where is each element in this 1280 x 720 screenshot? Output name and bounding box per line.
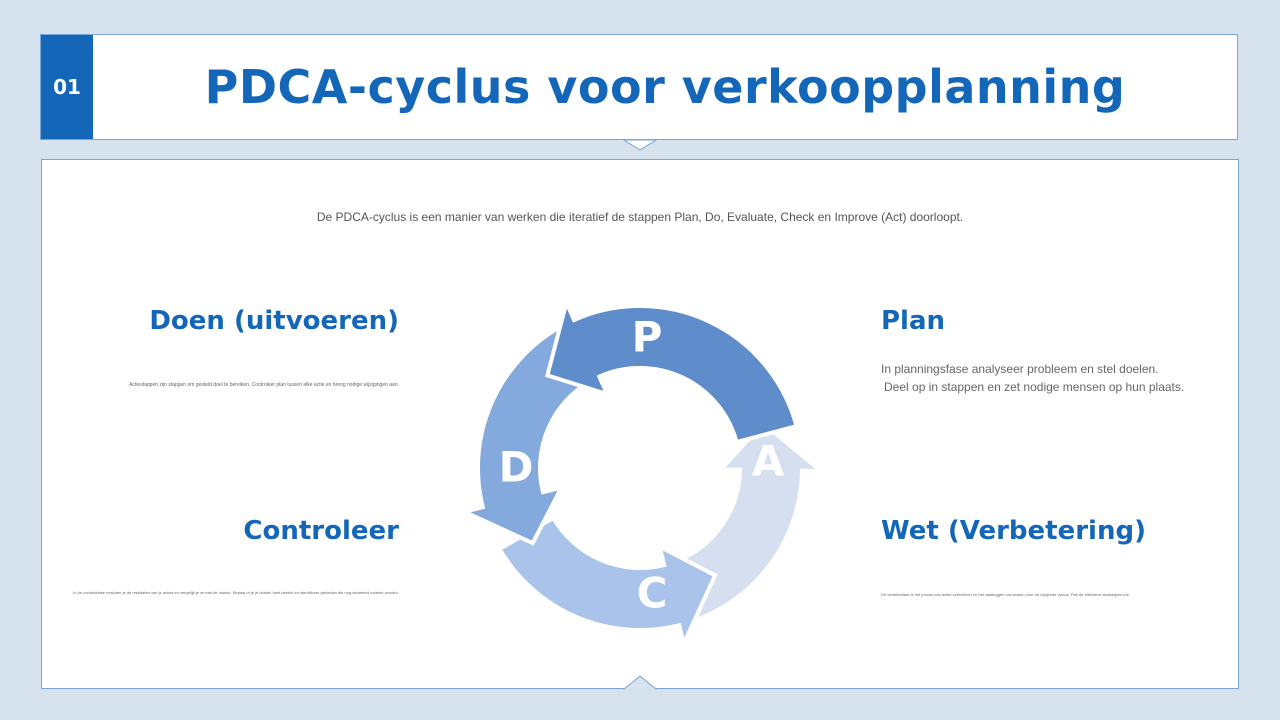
cycle-letter-c: C: [636, 568, 668, 618]
plan-heading: Plan: [881, 306, 946, 336]
do-description: Actiestappen zijn stappen om gesteld doel te bereiken. Controleer plan tussen elke actie en breng nodige wijzigingen aan.: [129, 382, 399, 388]
do-heading: Doen (uitvoeren): [149, 306, 399, 336]
act-heading: Wet (Verbetering): [881, 516, 1146, 546]
plan-description-line2: Deel op in stappen en zet nodige mensen op hun plaats.: [884, 380, 1185, 394]
check-heading: Controleer: [243, 516, 399, 546]
check-description: In de controlefase evalueer je de resultaten van je acties en vergelijk je ze met de doelen. Bepaal of je je doelen hebt bereikt en identificeer gebieden die nog verbeterd moeten worden.: [73, 590, 399, 595]
cycle-arrow-p: [547, 303, 796, 442]
cycle-letter-p: P: [631, 312, 663, 362]
intro-text: De PDCA-cyclus is een manier van werken die iteratief de stappen Plan, Do, Evaluate, Check en Improve (Act) doorloopt.: [316, 210, 964, 224]
slide-number: 01: [41, 35, 93, 139]
act-description: De verbeterfase is het proces van actief verbeteren en het vastleggen van lessen voor de volgende cyclus. Pas de effectieve werkwijzen toe.: [881, 592, 1130, 597]
cycle-letter-d: D: [498, 442, 534, 492]
plan-description-line1: In planningsfase analyseer probleem en stel doelen.: [881, 362, 1159, 376]
page-title: PDCA-cyclus voor verkoopplanning: [204, 60, 1126, 114]
cycle-letter-a: A: [751, 436, 785, 486]
